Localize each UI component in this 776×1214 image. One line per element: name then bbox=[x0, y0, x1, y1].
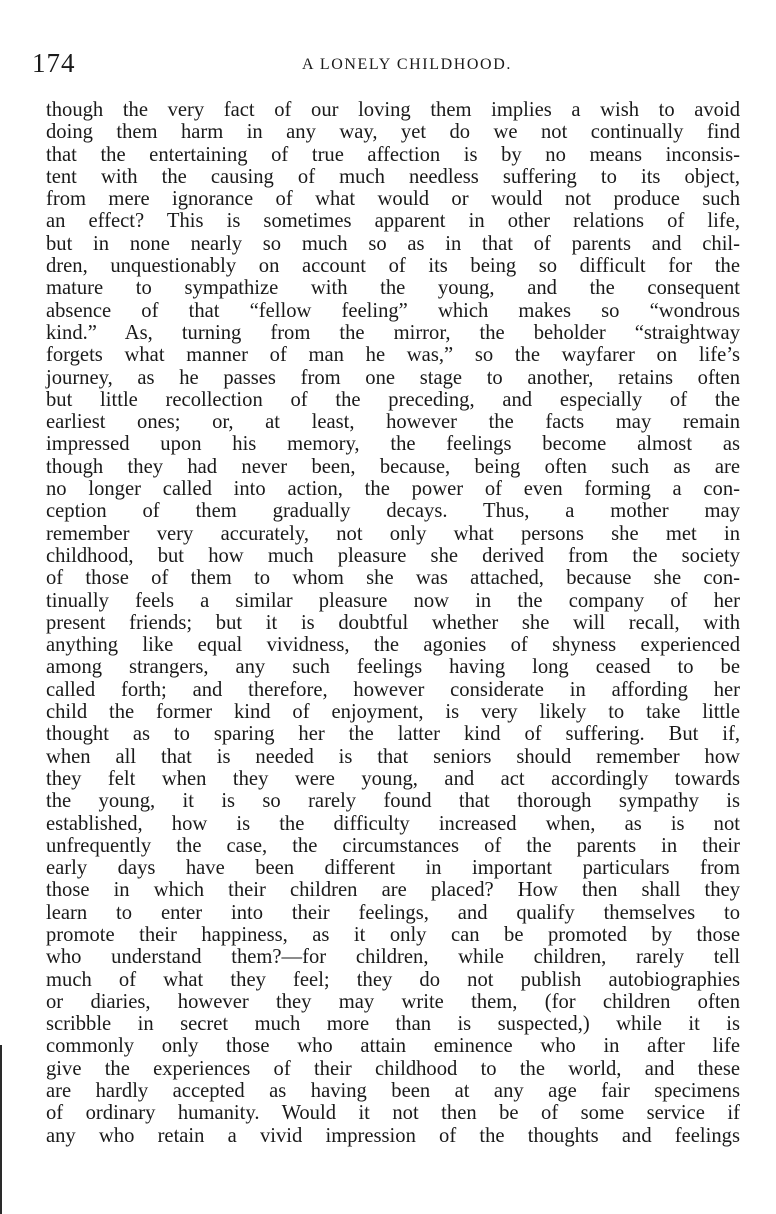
text-line: forgets what manner of man he was,” so the wayfarer on life’s bbox=[46, 344, 740, 367]
text-line: an effect? This is sometimes apparent in other relations of life, bbox=[46, 210, 740, 233]
text-line: child the former kind of enjoyment, is very likely to take little bbox=[46, 701, 740, 724]
text-line: who understand them?—for children, while children, rarely tell bbox=[46, 946, 740, 969]
text-line: ception of them gradually decays. Thus, a mother may bbox=[46, 500, 740, 523]
page-header bbox=[30, 46, 740, 86]
text-line: commonly only those who attain eminence who in after life bbox=[46, 1035, 740, 1058]
text-line: but little recollection of the preceding, and especially of the bbox=[46, 388, 740, 411]
text-line: present friends; but it is doubtful whether she will recall, with bbox=[46, 611, 740, 634]
text-line: earliest ones; or, at least, however the facts may remain bbox=[46, 411, 740, 434]
text-line: much of what they feel; they do not publish autobiographies bbox=[46, 968, 740, 991]
text-line: kind.” As, turning from the mirror, the beholder “straightway bbox=[46, 321, 740, 344]
text-line: but in none nearly so much so as in that of parents and chil- bbox=[46, 232, 740, 255]
text-line: remember very accurately, not only what persons she met in bbox=[46, 522, 740, 545]
text-line: of ordinary humanity. Would it not then be of some service if bbox=[46, 1102, 740, 1125]
text-line: dren, unquestionably on account of its being so difficult for the bbox=[46, 255, 740, 278]
text-line: tinually feels a similar pleasure now in the company of her bbox=[46, 589, 740, 612]
text-line: childhood, but how much pleasure she derived from the society bbox=[46, 544, 740, 567]
text-line: learn to enter into their feelings, and qualify themselves to bbox=[46, 901, 740, 924]
text-line: established, how is the difficulty increased when, as is not bbox=[46, 812, 740, 835]
text-line: any who retain a vivid impression of the thoughts and feelings bbox=[46, 1124, 740, 1147]
text-line: thought as to sparing her the latter kind of suffering. But if, bbox=[46, 723, 740, 746]
text-line: impressed upon his memory, the feelings become almost as bbox=[46, 433, 740, 456]
page-edge-rule bbox=[0, 1045, 2, 1214]
text-line: give the experiences of their childhood to the world, and these bbox=[46, 1057, 740, 1080]
text-line: no longer called into action, the power of even forming a con- bbox=[46, 478, 740, 501]
text-line: tent with the causing of much needless suffering to its object, bbox=[46, 165, 740, 188]
text-line: the young, it is so rarely found that thorough sympathy is bbox=[46, 790, 740, 813]
page-number: 174 bbox=[32, 48, 76, 78]
text-line: anything like equal vividness, the agonies of shyness experienced bbox=[46, 634, 740, 657]
text-line: or diaries, however they may write them, (for children often bbox=[46, 990, 740, 1013]
text-line: that the entertaining of true affection is by no means inconsis- bbox=[46, 143, 740, 166]
text-line: mature to sympathize with the young, and the consequent bbox=[46, 277, 740, 300]
text-line: of those of them to whom she was attached, because she con- bbox=[46, 567, 740, 590]
text-line: doing them harm in any way, yet do we not continually find bbox=[46, 121, 740, 144]
text-line: absence of that “fellow feeling” which makes so “wondrous bbox=[46, 299, 740, 322]
text-line: though the very fact of our loving them implies a wish to avoid bbox=[46, 99, 740, 121]
text-line: journey, as he passes from one stage to another, retains often bbox=[46, 366, 740, 389]
text-line: those in which their children are placed? How then shall they bbox=[46, 879, 740, 902]
body-text bbox=[46, 99, 740, 1147]
text-line: when all that is needed is that seniors should remember how bbox=[46, 745, 740, 768]
text-line: though they had never been, because, being often such as are bbox=[46, 455, 740, 478]
running-title: A LONELY CHILDHOOD. bbox=[302, 56, 512, 73]
text-line: unfrequently the case, the circumstances of the parents in their bbox=[46, 834, 740, 857]
text-line: early days have been different in important particulars from bbox=[46, 857, 740, 880]
text-line: among strangers, any such feelings having long ceased to be bbox=[46, 656, 740, 679]
text-line: promote their happiness, as it only can be promoted by those bbox=[46, 923, 740, 946]
text-line: from mere ignorance of what would or would not produce such bbox=[46, 188, 740, 211]
text-line: scribble in secret much more than is suspected,) while it is bbox=[46, 1013, 740, 1036]
text-line: called forth; and therefore, however considerate in affording her bbox=[46, 678, 740, 701]
text-line: are hardly accepted as having been at any age fair specimens bbox=[46, 1080, 740, 1103]
text-line: they felt when they were young, and act accordingly towards bbox=[46, 767, 740, 790]
